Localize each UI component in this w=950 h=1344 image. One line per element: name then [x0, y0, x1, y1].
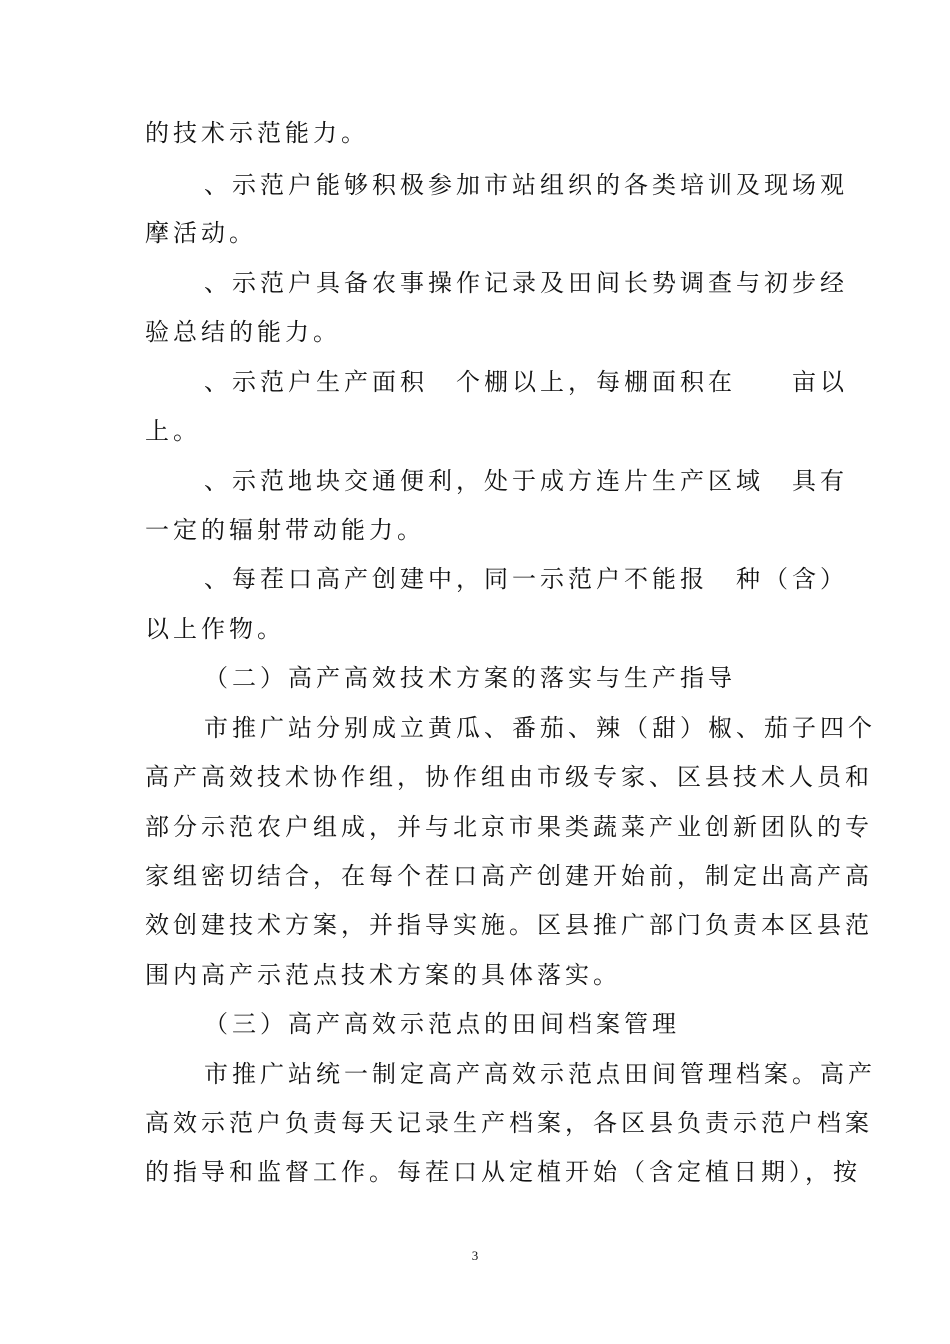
text-line: 、示范户生产面积 个棚以上，每棚面积在 亩以 [204, 368, 848, 396]
text-line: 的技术示范能力。 [145, 119, 369, 147]
text-line: 、示范户具备农事操作记录及田间长势调查与初步经 [204, 269, 848, 297]
text-line: 的指导和监督工作。每茬口从定植开始（含定植日期），按 [145, 1158, 861, 1186]
text-line: 部分示范农户组成，并与北京市果类蔬菜产业创新团队的专 [145, 813, 873, 841]
text-line: 市推广站分别成立黄瓜、番茄、辣（甜）椒、茄子四个 [204, 714, 876, 742]
text-line: 上。 [145, 417, 201, 445]
text-line: 、示范地块交通便利，处于成方连片生产区域 具有 [204, 467, 848, 495]
text-line: 以上作物。 [145, 615, 285, 643]
text-line: 家组密切结合，在每个茬口高产创建开始前，制定出高产高 [145, 862, 873, 890]
text-line: 一定的辐射带动能力。 [145, 516, 425, 544]
text-line: 效创建技术方案，并指导实施。区县推广部门负责本区县范 [145, 911, 873, 939]
section-heading: （二）高产高效技术方案的落实与生产指导 [204, 664, 736, 692]
text-line: 高效示范户负责每天记录生产档案，各区县负责示范户档案 [145, 1109, 873, 1137]
text-line: 市推广站统一制定高产高效示范点田间管理档案。高产 [204, 1060, 876, 1088]
page-number: 3 [471, 1248, 479, 1263]
text-line: 验总结的能力。 [145, 318, 341, 346]
text-line: 、每茬口高产创建中，同一示范户不能报 种（含） [204, 565, 848, 593]
text-line: 、示范户能够积极参加市站组织的各类培训及现场观 [204, 171, 848, 199]
text-line: 高产高效技术协作组，协作组由市级专家、区县技术人员和 [145, 763, 873, 791]
text-line: 摩活动。 [145, 219, 257, 247]
section-heading: （三）高产高效示范点的田间档案管理 [204, 1010, 680, 1038]
text-line: 围内高产示范点技术方案的具体落实。 [145, 961, 621, 989]
